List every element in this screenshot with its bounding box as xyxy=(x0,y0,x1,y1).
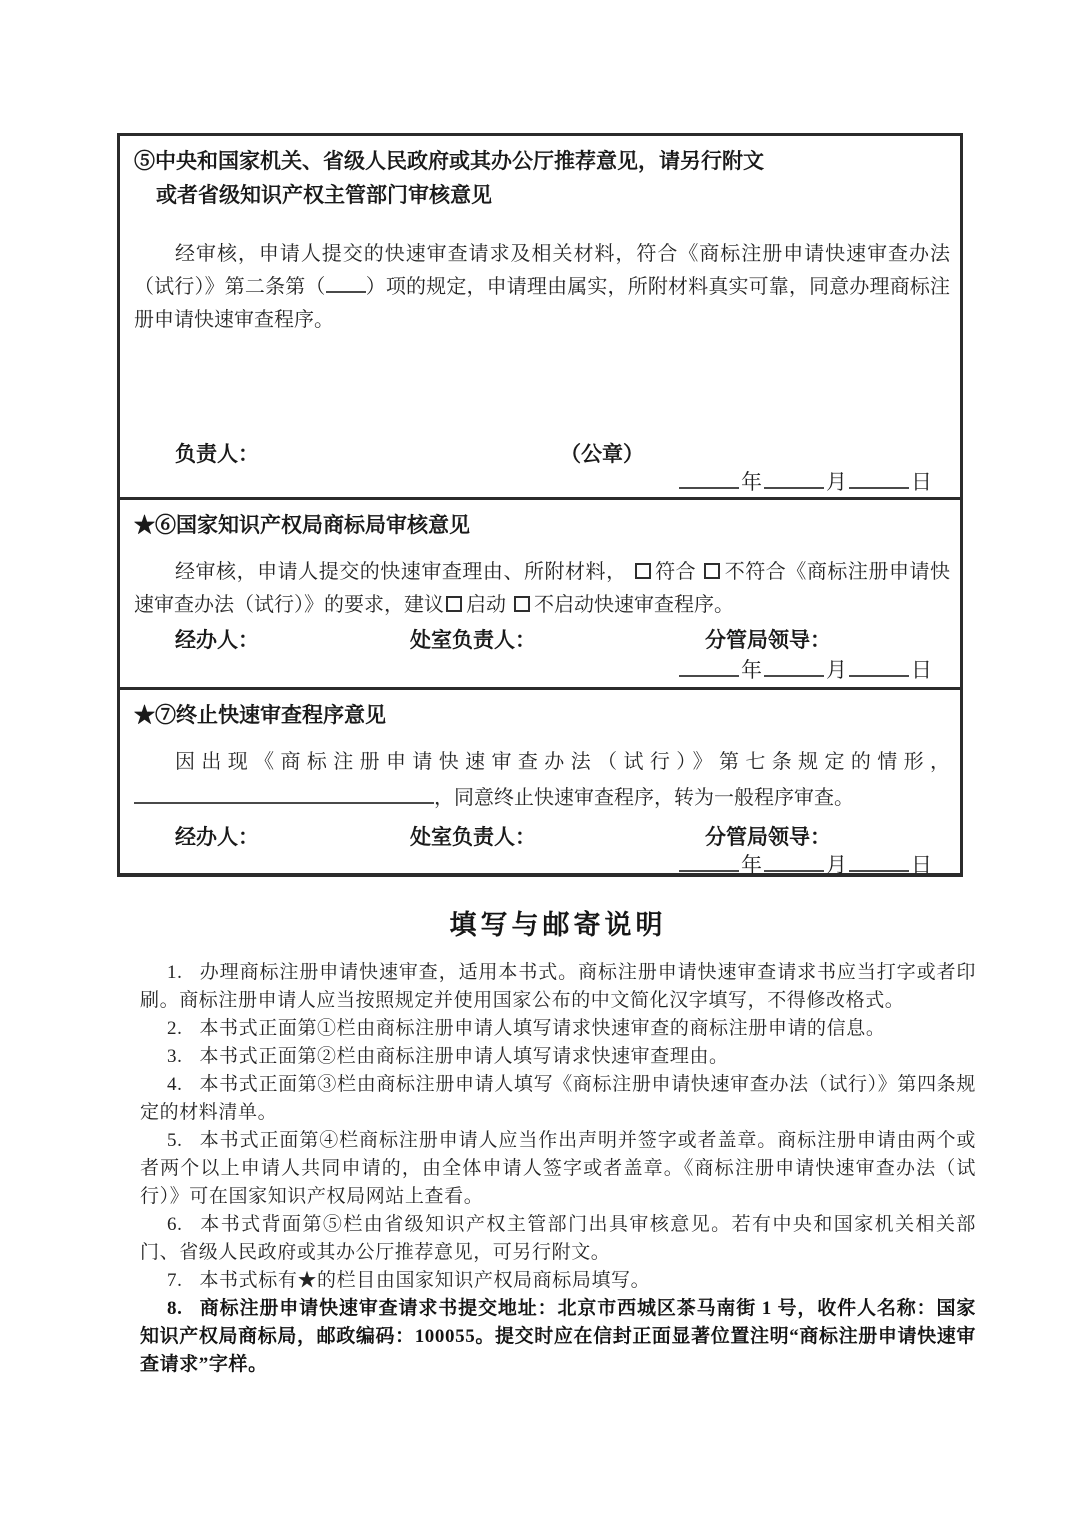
section-6-cnipa-trademark-office-review xyxy=(120,497,960,687)
item-text: 本书式正面第②栏由商标注册申请人填写请求快速审查理由。 xyxy=(199,1046,729,1067)
section-5-title-line1: ⑤中央和国家机关、省级人民政府或其办公厅推荐意见，请另行附文 xyxy=(134,149,764,173)
instruction-item-2 xyxy=(140,1015,976,1043)
month-label: 月 xyxy=(826,853,847,877)
not-conform-option-label: 不符合 xyxy=(724,561,787,583)
item-text: 本书式标有★的栏目由国家知识产权局商标局填写。 xyxy=(199,1270,651,1291)
instruction-item-8-mailing-address xyxy=(140,1295,976,1379)
section-7-body-after-blank: ，同意终止快速审查程序，转为一般程序审查。 xyxy=(434,787,854,809)
section-7-body xyxy=(134,744,950,816)
month-blank xyxy=(764,868,824,872)
conform-checkbox-icon xyxy=(635,563,651,579)
section-5-body xyxy=(134,238,950,337)
day-blank xyxy=(849,868,909,872)
item-number: 6. xyxy=(167,1214,183,1235)
item-text: 本书式正面第①栏由商标注册申请人填写请求快速审查的商标注册申请的信息。 xyxy=(199,1018,886,1039)
month-label: 月 xyxy=(826,658,847,682)
section-6-title: ★⑥国家知识产权局商标局审核意见 xyxy=(134,513,470,537)
day-blank xyxy=(849,673,909,677)
instructions-title: 填写与邮寄说明 xyxy=(449,910,667,940)
day-blank xyxy=(849,485,909,489)
year-label: 年 xyxy=(741,658,762,682)
year-label: 年 xyxy=(741,853,762,877)
bureau-leader-label: 分管局领导： xyxy=(705,825,831,849)
section-6-body-part1: 经审核，申请人提交的快速审查理由、所附材料， xyxy=(175,561,627,583)
item-number: 3. xyxy=(167,1046,183,1067)
day-label: 日 xyxy=(911,470,932,494)
item-number: 7. xyxy=(167,1270,183,1291)
section-7-date-line xyxy=(677,849,932,879)
instruction-item-1 xyxy=(140,959,976,1015)
not-start-checkbox-icon xyxy=(514,596,530,612)
item-text: 商标注册申请快速审查请求书提交地址：北京市西城区茶马南街 1 号，收件人名称：国家知识产权局商标局，邮政编码：100055。提交时应在信封正面显著位置注明“商标注册申请快速审查请求”字样。 xyxy=(140,1298,976,1375)
day-label: 日 xyxy=(911,853,932,877)
start-option-label: 启动 xyxy=(466,594,506,616)
not-start-option-label: 不启动快速审查程序。 xyxy=(534,594,734,616)
item-text: 办理商标注册申请快速审查，适用本书式。商标注册申请快速审查请求书应当打字或者印刷。商标注册申请人应当按照规定并使用国家公布的中文简化汉字填写，不得修改格式。 xyxy=(140,962,976,1011)
month-label: 月 xyxy=(826,470,847,494)
item-number: 8. xyxy=(167,1298,183,1319)
instruction-item-6 xyxy=(140,1211,976,1267)
instruction-item-3 xyxy=(140,1043,976,1071)
item-text: 本书式背面第⑤栏由省级知识产权主管部门出具审核意见。若有中央和国家机关相关部门、省级人民政府或其办公厅推荐意见，可另行附文。 xyxy=(140,1214,976,1263)
section-7-termination-opinion xyxy=(120,687,960,877)
instruction-item-7 xyxy=(140,1267,976,1295)
office-head-label: 处室负责人： xyxy=(410,628,536,652)
item-text: 本书式正面第④栏商标注册申请人应当作出声明并签字或者盖章。商标注册申请由两个或者两个以上申请人共同申请的，由全体申请人签字或者盖章。《商标注册申请快速审查办法（试行）》可在国家知识产权局网站上查看。 xyxy=(140,1130,976,1207)
handler-label: 经办人： xyxy=(175,628,259,652)
section-5-date-line xyxy=(677,466,932,496)
fast-track-review-form xyxy=(117,133,963,877)
not-conform-checkbox-icon xyxy=(704,563,720,579)
section-6-body xyxy=(134,556,950,622)
instruction-item-5 xyxy=(140,1127,976,1211)
item-text: 本书式正面第③栏由商标注册申请人填写《商标注册申请快速审查办法（试行）》第四条规定的材料清单。 xyxy=(140,1074,976,1123)
item-number: 4. xyxy=(167,1074,183,1095)
item-number: 2. xyxy=(167,1018,183,1039)
start-checkbox-icon xyxy=(446,596,462,612)
month-blank xyxy=(764,673,824,677)
year-blank xyxy=(679,485,739,489)
item-number: 5. xyxy=(167,1130,183,1151)
instruction-item-4 xyxy=(140,1071,976,1127)
bureau-leader-label: 分管局领导： xyxy=(705,628,831,652)
item-number: 1. xyxy=(167,962,183,983)
year-blank xyxy=(679,673,739,677)
filling-mailing-instructions xyxy=(140,903,976,1379)
day-label: 日 xyxy=(911,658,932,682)
section-5-provincial-review xyxy=(120,136,960,497)
year-label: 年 xyxy=(741,470,762,494)
section-6-date-line xyxy=(677,654,932,684)
section-7-title: ★⑦终止快速审查程序意见 xyxy=(134,703,386,727)
section-5-body-before-blank: 经审核，申请人提交的快速审查请求及相关材料，符合《商标注册申请快速审查办法（试行）》第二条第（ xyxy=(134,243,950,298)
month-blank xyxy=(764,485,824,489)
section-5-title xyxy=(134,144,950,212)
section-5-title-line2: 或者省级知识产权主管部门审核意见 xyxy=(156,183,493,207)
year-blank xyxy=(679,868,739,872)
section-7-body-before-blank: 因出现《商标注册申请快速审查办法（试行）》第七条规定的情形， xyxy=(175,751,950,773)
conform-option-label: 符合 xyxy=(654,561,697,583)
termination-reason-blank xyxy=(134,800,434,804)
official-seal-label: （公章） xyxy=(560,442,644,466)
office-head-label: 处室负责人： xyxy=(410,825,536,849)
handler-label: 经办人： xyxy=(175,825,259,849)
responsible-person-label: 负责人： xyxy=(175,442,259,466)
clause-item-number-blank xyxy=(326,289,366,293)
section-5-body-after-blank: ）项的规定，申请理由属实，所附材料真实可靠，同意办理商标注册申请快速审查程序。 xyxy=(134,276,951,331)
section-6-body-part2: 《商标注册申请快速审查办法（试行）》的要求，建议 xyxy=(134,561,951,616)
